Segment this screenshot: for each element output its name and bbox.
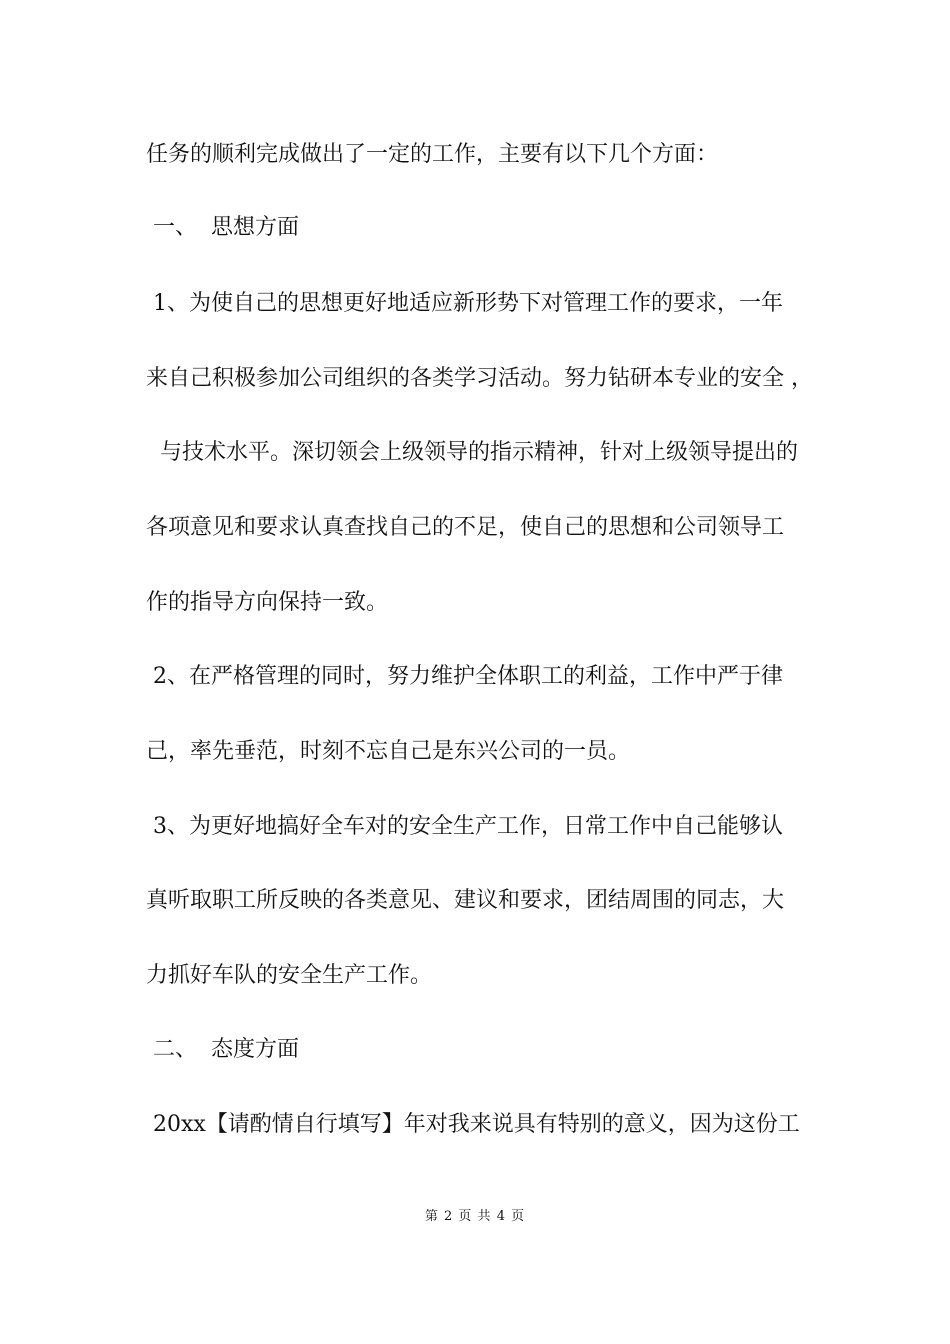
page-footer: [0, 1208, 950, 1226]
text-line: 任务的顺利完成做出了一定的工作，主要有以下几个方面：: [146, 142, 719, 167]
text-line: 己，率先垂范，时刻不忘自己是东兴公司的一员。: [146, 739, 631, 764]
section-heading-1: 一、 思想方面: [146, 215, 299, 240]
text-line: 真听取职工所反映的各类意见、建议和要求，团结周围的同志，大: [146, 888, 785, 913]
page-number: 第 2 页 共 4 页: [424, 1209, 526, 1224]
text-line: 各项意见和要求认真查找自己的不足，使自己的思想和公司领导工: [146, 515, 785, 540]
text-line: 1、为使自己的思想更好地适应新形势下对管理工作的要求，一年: [146, 291, 783, 316]
text-line: 力抓好车队的安全生产工作。: [146, 963, 433, 988]
text-line: 2、在严格管理的同时，努力维护全体职工的利益，工作中严于律: [146, 664, 783, 689]
text-line: 来自己积极参加公司组织的各类学习活动。努力钻研本专业的安全 ，: [146, 366, 813, 391]
text-line: 与技术水平。深切领会上级领导的指示精神，针对上级领导提出的: [146, 440, 798, 465]
text-line: 3、为更好地搞好全车对的安全生产工作，日常工作中自己能够认: [146, 814, 783, 839]
section-heading-2: 二、 态度方面: [146, 1037, 299, 1062]
text-line: 20xx【请酌情自行填写】年对我来说具有特别的意义，因为这份工: [146, 1112, 800, 1137]
text-line: 作的指导方向保持一致。: [146, 590, 389, 615]
